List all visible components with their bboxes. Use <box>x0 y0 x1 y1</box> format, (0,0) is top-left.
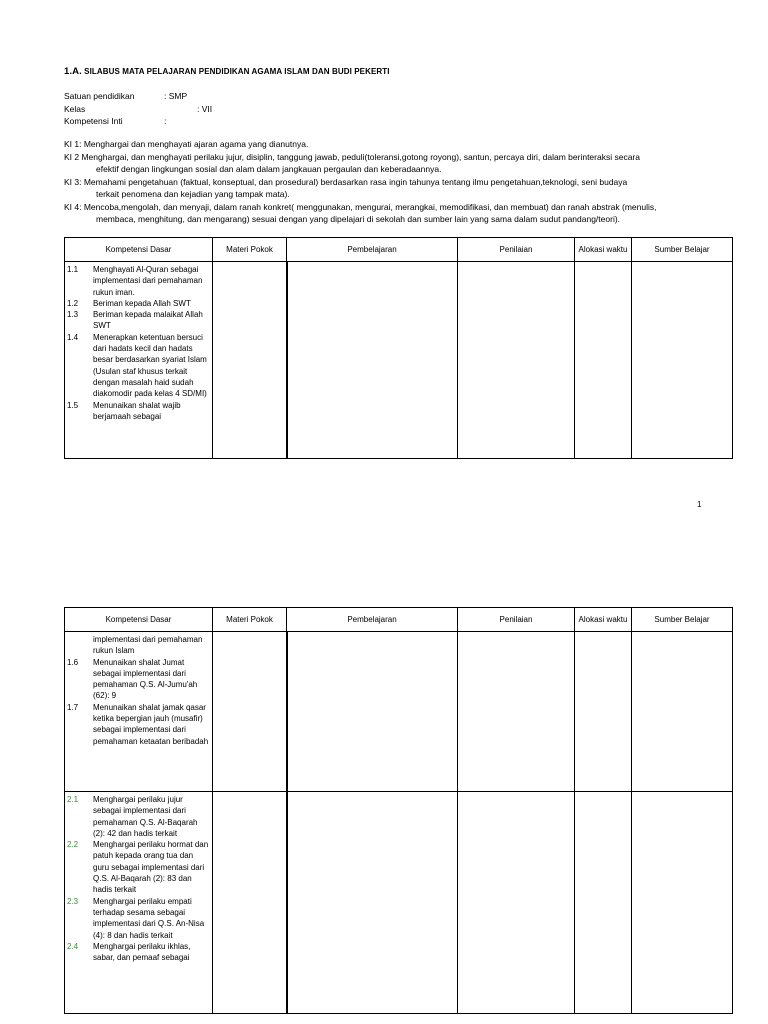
document-page-2 <box>0 560 768 1024</box>
header-pembelajaran: Pembelajaran <box>287 608 458 632</box>
kd-number: 2.1 <box>67 795 79 804</box>
kd-text: Menerapkan ketentuan bersuci dari hadats kecil dan hadats besar berdasarkan syariat Islam (Usulan staf khusus terkait dengan masalah haid sudah diakomodir pada kelas 4 SD/MI) <box>93 332 207 399</box>
kd-number: 1.3 <box>67 310 79 320</box>
pembelajaran-cell <box>287 632 458 792</box>
kd-number: 1.2 <box>67 298 79 308</box>
page-number: 1 <box>697 500 702 509</box>
alokasi-waktu-cell <box>575 632 632 792</box>
header-penilaian: Penilaian <box>458 608 575 632</box>
materi-pokok-cell <box>213 792 287 1014</box>
kd-text: Menghargai perilaku ikhlas, sabar, dan pemaaf sebagai <box>93 941 191 963</box>
kd-item <box>67 309 210 332</box>
kd-text: Menghayati Al-Quran sebagai implementasi dari pemahaman rukun iman. <box>93 265 203 297</box>
kd-item <box>67 264 210 298</box>
kd-item <box>67 896 210 941</box>
kd-number: 2.4 <box>67 941 79 951</box>
kd-cell <box>65 632 213 792</box>
syllabus-table-page-1 <box>64 237 733 459</box>
kd-number: 2.2 <box>67 840 79 850</box>
meta-label: Satuan pendidikan <box>64 91 135 101</box>
sumber-belajar-cell <box>632 632 733 792</box>
kd-number: 1.7 <box>67 702 79 712</box>
kd-text: Menghargai perilaku hormat dan patuh kepada orang tua dan guru sebagai implementasi dari Q.S. Al-Baqarah (2): 83 dan hadis terkait <box>93 840 209 895</box>
table-header-row <box>65 608 733 632</box>
ki-2 <box>64 151 732 176</box>
meta-value: : <box>164 116 167 126</box>
kd-number: 1.6 <box>67 657 79 667</box>
kd-item <box>67 702 210 747</box>
header-penilaian: Penilaian <box>458 238 575 262</box>
header-pembelajaran: Pembelajaran <box>287 238 458 262</box>
kompetensi-inti-list <box>64 138 732 226</box>
kd-item <box>67 400 210 423</box>
kd-text: Menghargai perilaku empati terhadap sesama sebagai implementasi dari Q.S. An-Nisa (4): 8 dan hadis terkait <box>93 896 205 940</box>
header-materi-pokok: Materi Pokok <box>213 608 287 632</box>
ki-2-text: KI 2 Menghargai, dan menghayati perilaku jujur, disiplin, tanggung jawab, peduli(toleransi,gotong royong), santun, percaya diri, dalam berinteraksi secara <box>64 151 640 162</box>
penilaian-cell <box>458 632 575 792</box>
kd-cell <box>65 262 213 459</box>
kd-number: 1.4 <box>67 332 79 342</box>
ki-2-continuation: efektif dengan lingkungan sosial dan alam dalam jangkauan pergaulan dan keberadaannya. <box>96 164 442 174</box>
kd-number: 2.3 <box>67 896 79 906</box>
table-row <box>65 632 733 792</box>
kd-item <box>67 332 210 400</box>
ki-1 <box>64 138 732 151</box>
meta-label: Kelas <box>64 103 86 114</box>
meta-value: : SMP <box>164 91 188 101</box>
materi-pokok-cell <box>213 632 287 792</box>
kd-number: 1.1 <box>67 265 79 274</box>
table-header-row <box>65 238 733 262</box>
alokasi-waktu-cell <box>575 792 632 1014</box>
ki-3-continuation: terkait penomena dan kejadian yang tampak mata). <box>96 189 290 199</box>
kd-text: Beriman kepada Allah SWT <box>93 298 191 308</box>
alokasi-waktu-cell <box>575 262 632 459</box>
header-kompetensi-dasar: Kompetensi Dasar <box>65 238 213 262</box>
title-text: SILABUS MATA PELAJARAN PENDIDIKAN AGAMA ISLAM DAN BUDI PEKERTI <box>84 67 390 76</box>
header-alokasi-waktu: Alokasi waktu <box>575 608 632 632</box>
table-row <box>65 792 733 1014</box>
kd-text: Menghargai perilaku jujur sebagai implementasi dari pemahaman Q.S. Al-Baqarah (2): 42 dan hadis terkait <box>93 795 198 838</box>
penilaian-cell <box>458 792 575 1014</box>
sumber-belajar-cell <box>632 792 733 1014</box>
penilaian-cell <box>458 262 575 459</box>
document-title <box>64 66 390 77</box>
ki-4 <box>64 201 732 226</box>
title-number: 1.A. <box>64 66 82 77</box>
header-alokasi-waktu: Alokasi waktu <box>575 238 632 262</box>
meta-label: Kompetensi Inti <box>64 116 123 126</box>
ki-3-text: KI 3: Memahami pengetahuan (faktual, konseptual, dan prosedural) berdasarkan rasa ingin tahunya tentang ilmu pengetahuan,teknologi, seni budaya <box>64 176 628 187</box>
syllabus-table-page-2 <box>64 607 733 1014</box>
kd-text: Menunaikan shalat jamak qasar ketika bepergian jauh (musafir) sebagai implementasi dari pemahaman ketaatan beribadah <box>93 702 209 746</box>
pembelajaran-cell <box>287 792 458 1014</box>
kd-item <box>67 794 210 839</box>
ki-4-text: KI 4: Mencoba,mengolah, dan menyaji, dalam ranah konkret( menggunakan, mengurai, merangkai, memodifikasi, dan membuat) dan ranah abstrak (menulis, <box>64 201 657 212</box>
kd-number: 1.5 <box>67 400 79 410</box>
kd-text: Beriman kepada malaikat Allah SWT <box>93 310 203 331</box>
header-materi-pokok: Materi Pokok <box>213 238 287 262</box>
kd-item <box>67 839 210 895</box>
meta-value: : VII <box>197 103 213 114</box>
ki-1-text: KI 1: Menghargai dan menghayati ajaran agama yang dianutnya. <box>64 139 309 149</box>
pembelajaran-cell <box>287 262 458 459</box>
kd-text: Menunaikan shalat wajib berjamaah sebagai <box>93 400 181 421</box>
sumber-belajar-cell <box>632 262 733 459</box>
header-sumber-belajar: Sumber Belajar <box>632 608 733 632</box>
materi-pokok-cell <box>213 262 287 459</box>
header-kompetensi-dasar: Kompetensi Dasar <box>65 608 213 632</box>
ki-3 <box>64 176 732 201</box>
kd-item <box>67 298 210 309</box>
table-row <box>65 262 733 459</box>
ki-4-continuation: membaca, menghitung, dan mengarang) sesuai dengan yang dipelajari di sekolah dan sumber lain yang sama dalam sudut pandang/teori). <box>96 214 621 224</box>
kd-cell <box>65 792 213 1014</box>
header-sumber-belajar: Sumber Belajar <box>632 238 733 262</box>
kd-item <box>67 657 210 702</box>
kd-continued-text: implementasi dari pemahaman rukun Islam <box>93 635 203 656</box>
kd-item <box>67 941 210 964</box>
kd-text: Menunaikan shalat Jumat sebagai implementasi dari pemahaman Q.S. Al-Jumu'ah (62): 9 <box>93 657 198 701</box>
